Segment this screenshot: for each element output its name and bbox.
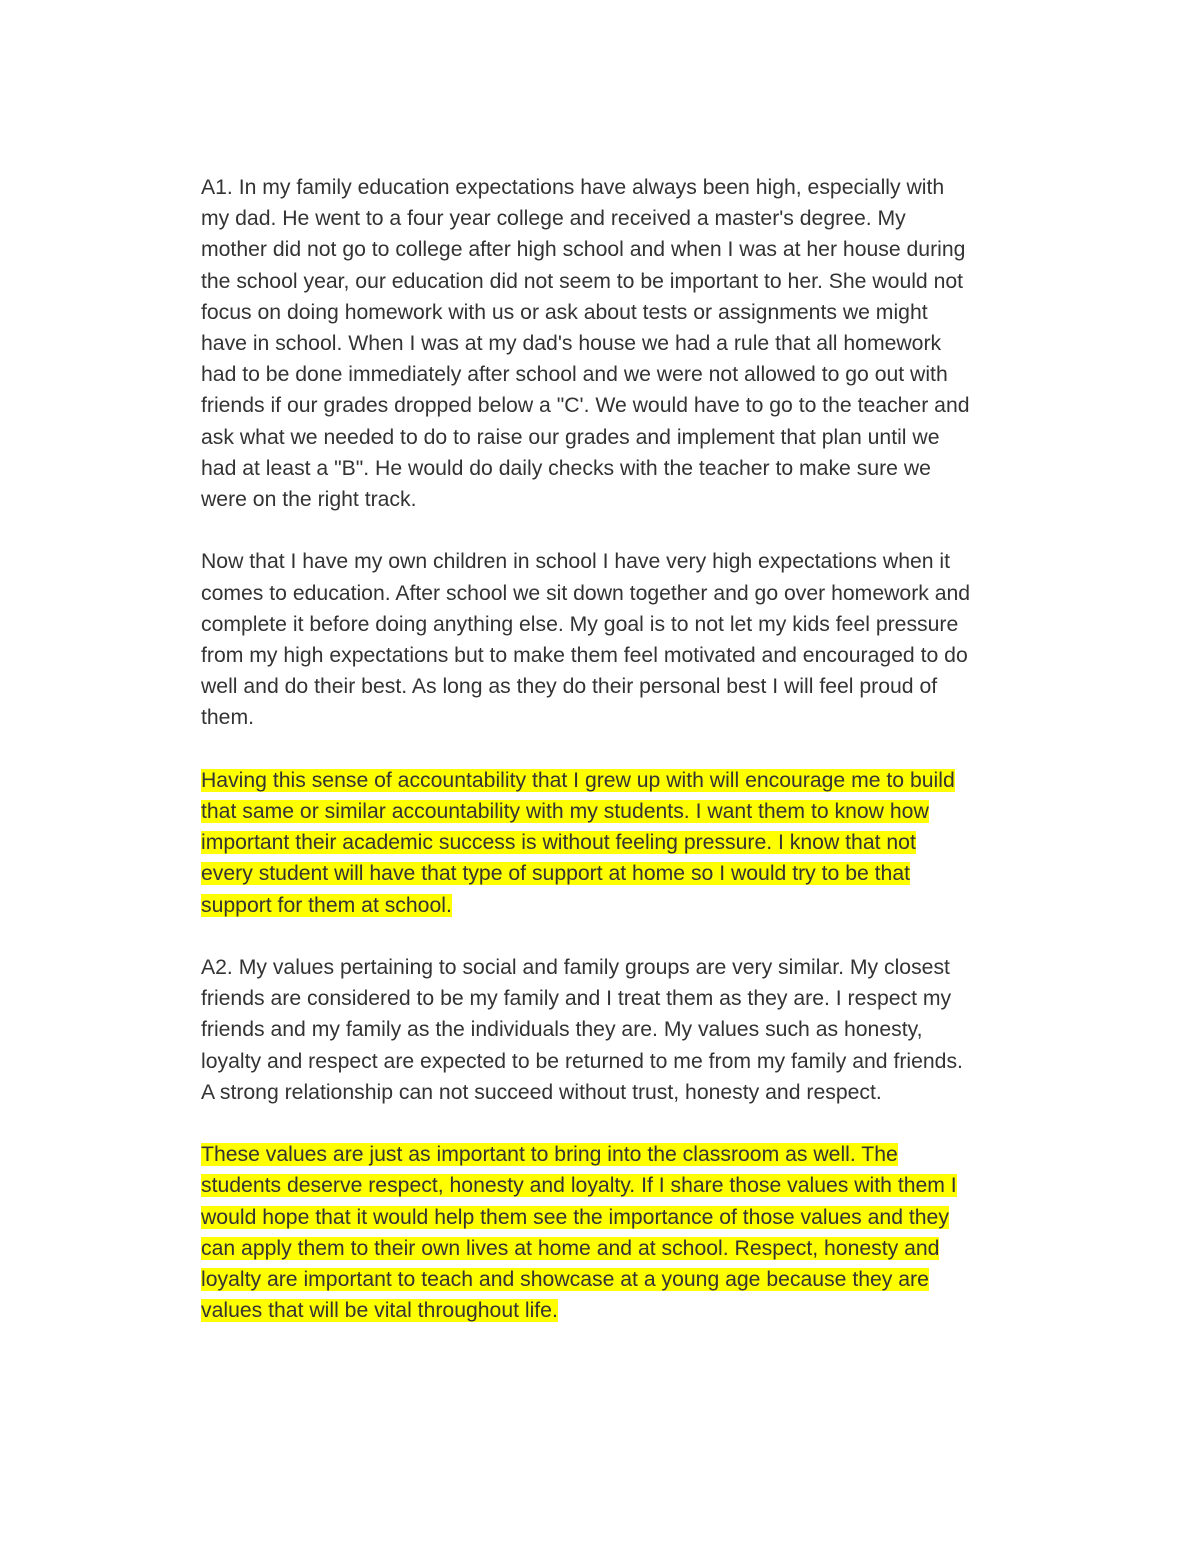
highlighted-text: Having this sense of accountability that I grew up with will encourage me to build <box>201 768 955 792</box>
text-line: comes to education. After school we sit down together and go over homework and <box>201 581 971 605</box>
text-line: them. <box>201 706 254 730</box>
text-line: were on the right track. <box>201 488 417 512</box>
highlighted-text: that same or similar accountability with my students. I want them to know how <box>201 800 929 824</box>
highlighted-paragraph-classroom-values <box>201 1139 1061 1326</box>
highlighted-line <box>201 890 1061 921</box>
highlighted-line <box>201 1202 1061 1233</box>
highlighted-paragraph-accountability <box>201 765 1061 921</box>
text-line: A2. My values pertaining to social and family groups are very similar. My closest <box>201 956 950 980</box>
text-line: well and do their best. As long as they do their personal best I will feel proud of <box>201 675 938 699</box>
highlighted-line <box>201 1170 1061 1201</box>
highlighted-line <box>201 858 1061 889</box>
text-line: have in school. When I was at my dad's house we had a rule that all homework <box>201 332 942 356</box>
highlighted-text: would hope that it would help them see the importance of those values and they <box>201 1205 949 1229</box>
text-line: focus on doing homework with us or ask about tests or assignments we might <box>201 300 928 324</box>
highlighted-text: students deserve respect, honesty and loyalty. If I share those values with them I <box>201 1174 957 1198</box>
text-line: complete it before doing anything else. My goal is to not let my kids feel pressure <box>201 612 959 636</box>
highlighted-line <box>201 1264 1061 1295</box>
text-line: loyalty and respect are expected to be returned to me from my family and friends. <box>201 1049 963 1073</box>
highlighted-line <box>201 765 1061 796</box>
text-line: mother did not go to college after high school and when I was at her house during <box>201 238 966 262</box>
text-line: my dad. He went to a four year college and received a master's degree. My <box>201 207 906 231</box>
text-line: the school year, our education did not seem to be important to her. She would not <box>201 269 964 293</box>
highlighted-text: values that will be vital throughout life. <box>201 1299 558 1323</box>
text-line: Now that I have my own children in school I have very high expectations when it <box>201 550 951 574</box>
paragraph-own-children <box>201 546 1061 733</box>
highlighted-text: important their academic success is without feeling pressure. I know that not <box>201 831 916 855</box>
text-line: had at least a "B". He would do daily checks with the teacher to make sure we <box>201 456 931 480</box>
highlighted-line <box>201 1295 1061 1326</box>
paragraph-a2 <box>201 952 1061 1108</box>
text-line: A strong relationship can not succeed without trust, honesty and respect. <box>201 1080 882 1104</box>
text-line: friends and my family as the individuals they are. My values such as honesty, <box>201 1018 923 1042</box>
text-line: friends are considered to be my family and I treat them as they are. I respect my <box>201 987 952 1011</box>
highlighted-line <box>201 1139 1061 1170</box>
text-line: ask what we needed to do to raise our grades and implement that plan until we <box>201 425 940 449</box>
highlighted-text: These values are just as important to bring into the classroom as well. The <box>201 1143 898 1167</box>
text-line: A1. In my family education expectations have always been high, especially with <box>201 176 945 199</box>
text-line: had to be done immediately after school and we were not allowed to go out with <box>201 363 948 387</box>
text-line: from my high expectations but to make them feel motivated and encouraged to do <box>201 644 968 668</box>
highlighted-text: every student will have that type of support at home so I would try to be that <box>201 862 910 886</box>
highlighted-line <box>201 827 1061 858</box>
highlighted-text: loyalty are important to teach and showcase at a young age because they are <box>201 1268 929 1292</box>
paragraph-a1 <box>201 172 1061 515</box>
document-body <box>201 172 1061 1358</box>
highlighted-text: support for them at school. <box>201 893 452 917</box>
highlighted-text: can apply them to their own lives at home and at school. Respect, honesty and <box>201 1236 940 1260</box>
text-line: friends if our grades dropped below a "C'. We would have to go to the teacher and <box>201 394 970 418</box>
highlighted-line <box>201 796 1061 827</box>
highlighted-line <box>201 1233 1061 1264</box>
